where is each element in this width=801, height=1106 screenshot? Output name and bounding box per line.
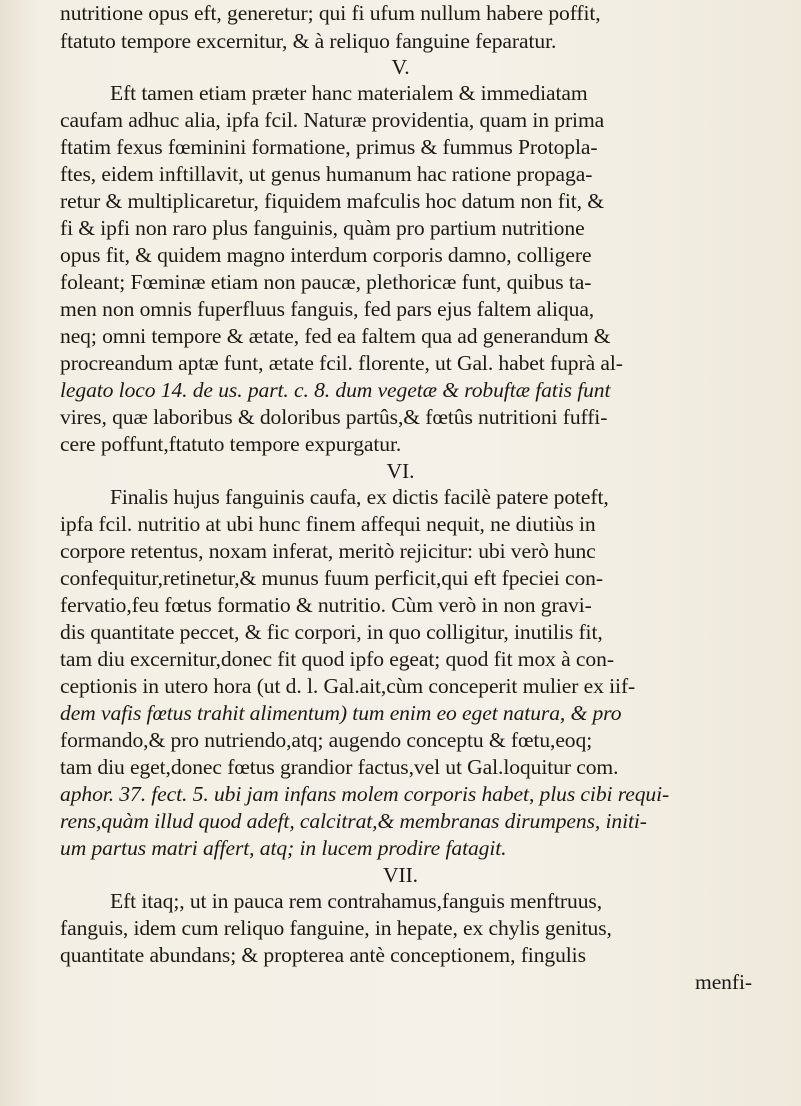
text-line: procreandum aptæ funt, ætate fcil. florente, ut Gal. habet fuprà al-: [60, 351, 623, 375]
catchword: menfi-: [695, 970, 752, 994]
text-line: legato loco 14. de us. part. c. 8. dum vegetæ & robuftæ fatis funt: [60, 378, 611, 402]
text-line: vires, quæ laboribus & doloribus partûs,& fœtûs nutritioni fuffi-: [60, 405, 608, 429]
text-line: confequitur,retinetur,& munus fuum perficit,qui eft fpeciei con-: [60, 566, 603, 590]
text-line: tam diu eget,donec fœtus grandior factus,vel ut Gal.loquitur com.: [60, 755, 619, 779]
text-line: nutritione opus eft, generetur; qui fi ufum nullum habere poffit,: [60, 1, 601, 25]
text-line: opus fit, & quidem magno interdum corporis damno, colligere: [60, 243, 592, 267]
text-line: Eft tamen etiam præter hanc materialem & immediatam: [110, 81, 588, 105]
section-number: VI.: [386, 459, 415, 483]
text-line: aphor. 37. fect. 5. ubi jam infans molem corporis habet, plus cibi requi-: [60, 782, 670, 806]
section-number: V.: [391, 55, 410, 79]
text-line: caufam adhuc alia, ipfa fcil. Naturæ providentia, quam in prima: [60, 108, 605, 132]
text-line: neq; omni tempore & ætate, fed ea faltem qua ad generandum &: [60, 324, 611, 348]
section-number: VII.: [383, 863, 418, 887]
text-line: tam diu excernitur,donec fit quod ipfo egeat; quod fit mox à con-: [60, 647, 614, 671]
text-line: fi & ipfi non raro plus fanguinis, quàm pro partium nutritione: [60, 216, 585, 240]
text-line: dis quantitate peccet, & fic corpori, in quo colligitur, inutilis fit,: [60, 620, 603, 644]
text-line: formando,& pro nutriendo,atq; augendo conceptu & fœtu,eoq;: [60, 728, 593, 752]
text-line: corpore retentus, noxam inferat, meritò rejicitur: ubi verò hunc: [60, 539, 596, 563]
text-line: ftatim fexus fœminini formatione, primus & fummus Protopla-: [60, 135, 598, 159]
text-line: men non omnis fuperfluus fanguis, fed pars ejus faltem aliqua,: [60, 297, 595, 321]
text-line: Finalis hujus fanguinis caufa, ex dictis facilè patere poteft,: [110, 485, 609, 509]
text-line: foleant; Fœminæ etiam non paucæ, plethoricæ funt, quibus ta-: [60, 270, 592, 294]
text-line: quantitate abundans; & propterea antè conceptionem, fingulis: [60, 943, 586, 967]
text-line: fervatio,feu fœtus formatio & nutritio. Cùm verò in non gravi-: [60, 593, 592, 617]
text-line: cere poffunt,ftatuto tempore expurgatur.: [60, 432, 402, 456]
text-line: dem vafis fœtus trahit alimentum) tum enim eo eget natura, & pro: [60, 701, 622, 725]
text-line: Eft itaq;, ut in pauca rem contrahamus,fanguis menftruus,: [110, 889, 603, 913]
text-line: rens,quàm illud quod adeft, calcitrat,& membranas dirumpens, initi-: [60, 809, 647, 833]
text-line: ipfa fcil. nutritio at ubi hunc finem affequi nequit, ne diutiùs in: [60, 512, 596, 536]
text-line: um partus matri affert, atq; in lucem prodire fatagit.: [60, 836, 507, 860]
text-line: ftatuto tempore excernitur, & à reliquo fanguine feparatur.: [60, 29, 557, 53]
text-line: ceptionis in utero hora (ut d. l. Gal.ait,cùm conceperit mulier ex iif-: [60, 674, 636, 698]
text-line: ftes, eidem inftillavit, ut genus humanum hac ratione propaga-: [60, 162, 593, 186]
text-line: fanguis, idem cum reliquo fanguine, in hepate, ex chylis genitus,: [60, 916, 612, 940]
text-line: retur & multiplicaretur, fiquidem mafculis hoc datum non fit, &: [60, 189, 604, 213]
